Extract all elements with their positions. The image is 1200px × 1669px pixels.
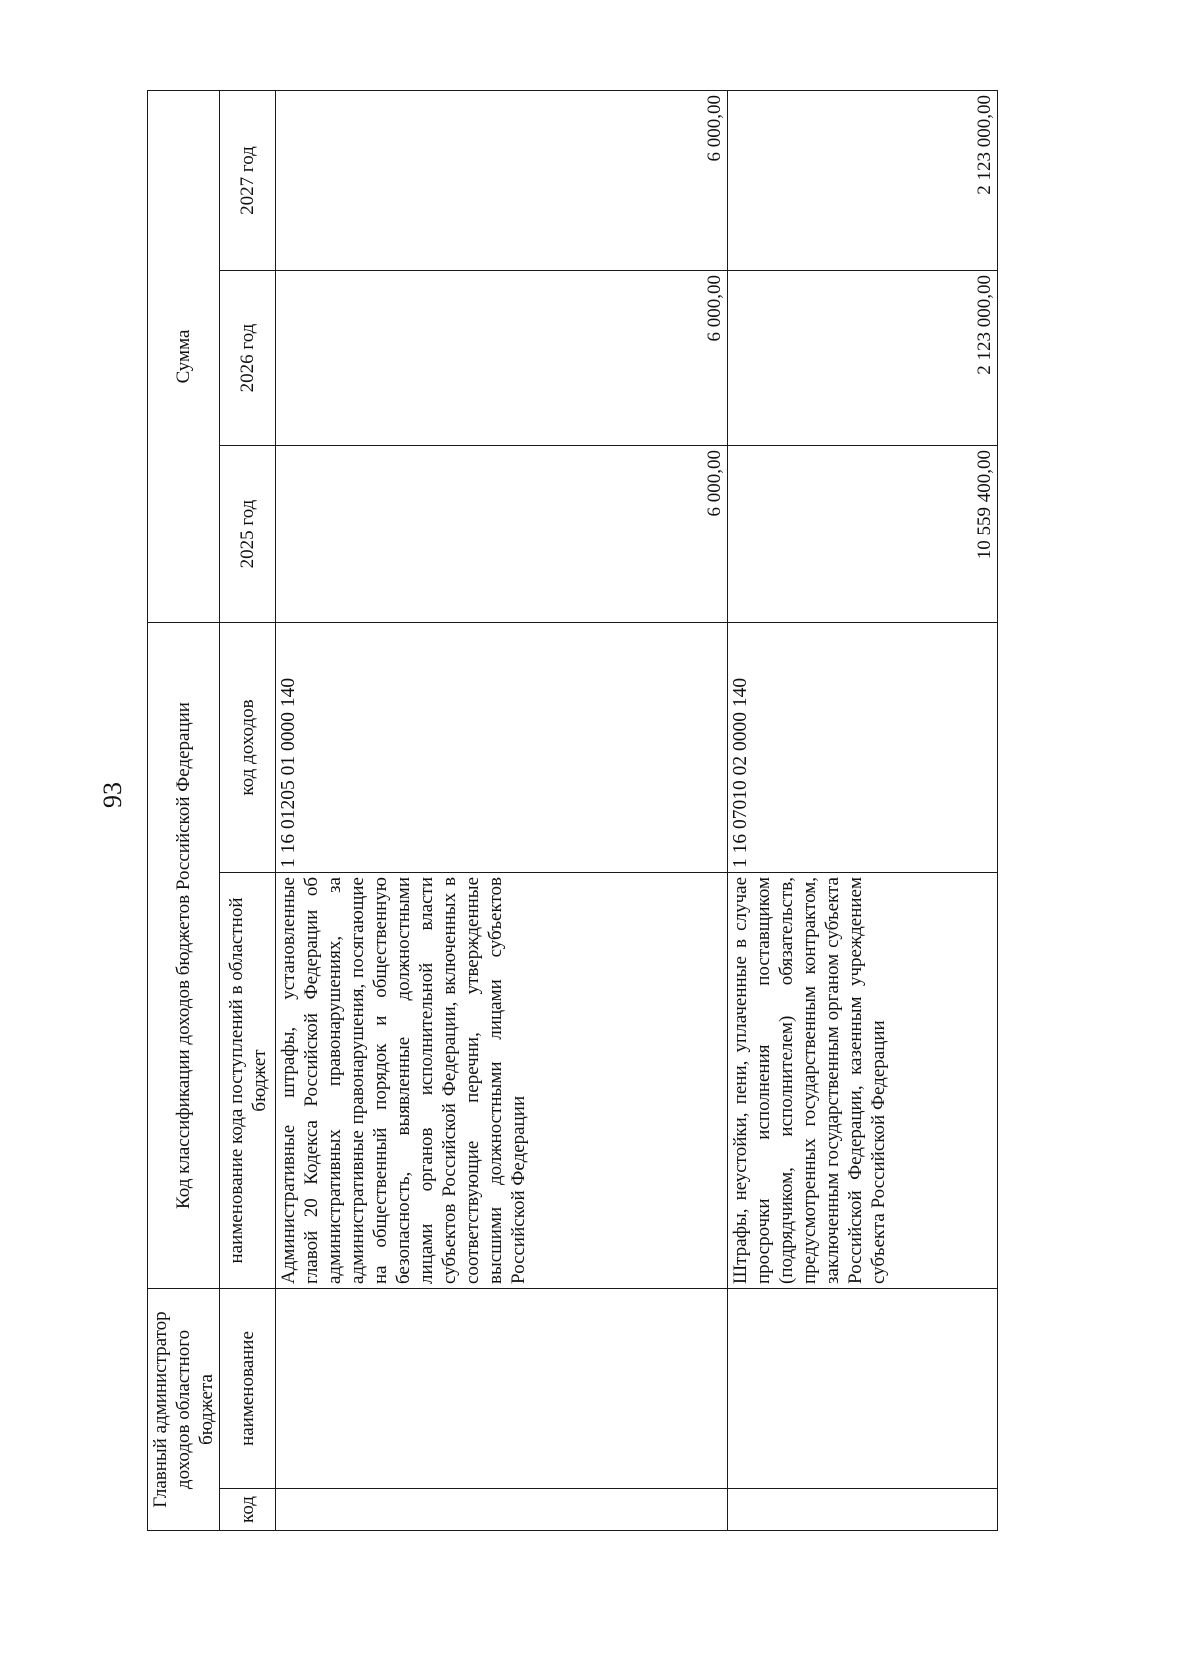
sum-2025-cell: 6 000,00 [276,446,728,623]
income-code-cell: 1 16 01205 01 0000 140 [276,623,728,873]
header-year-2025: 2025 год [220,446,276,623]
budget-table-container [147,91,995,1531]
header-admin-name: наименование [220,1289,276,1489]
income-name-cell: Штрафы, неустойки, пени, уплаченные в случае просрочки исполнения поставщиком (подрядчиком, исполнителем) обязательств, предусмотренных государственным контрактом, заключенным государственным органом субъекта Российской Федерации, казенным учреждением субъекта Российской Федерации [728,873,998,1289]
table-row [276,91,728,1531]
header-row-1 [148,91,220,1531]
income-code-cell: 1 16 07010 02 0000 140 [728,623,998,873]
header-admin-code: код [220,1489,276,1531]
header-income-code: код доходов [220,623,276,873]
header-classification-group: Код классификации доходов бюджетов Российской Федерации [148,623,220,1289]
sum-2027-cell: 2 123 000,00 [728,91,998,271]
sum-2026-cell: 6 000,00 [276,271,728,446]
sum-2027-cell: 6 000,00 [276,91,728,271]
income-classification-table [147,90,998,1531]
header-row-2 [220,91,276,1531]
income-name-cell: Административные штрафы, установленные главой 20 Кодекса Российской Федерации об административных правонарушениях, за административные правонарушения, посягающие на общественный порядок и общественную безопасность, выявленные должностными лицами органов исполнительной власти субъектов Российской Федерации, включенных в соответствующие перечни, утвержденные высшими должностными лицами субъектов Российской Федерации [276,873,728,1289]
header-year-2027: 2027 год [220,91,276,271]
sum-2026-cell: 2 123 000,00 [728,271,998,446]
header-admin-group: Главный администратор доходов областного бюджета [148,1289,220,1531]
header-year-2026: 2026 год [220,271,276,446]
admin-code-cell [276,1489,728,1531]
sum-2025-cell: 10 559 400,00 [728,446,998,623]
page-number: 93 [98,782,127,808]
header-income-name: наименование кода поступлений в областной бюджет [220,873,276,1289]
admin-code-cell [728,1489,998,1531]
admin-name-cell [728,1289,998,1489]
header-sum-group: Сумма [148,91,220,623]
table-row [728,91,998,1531]
admin-name-cell [276,1289,728,1489]
